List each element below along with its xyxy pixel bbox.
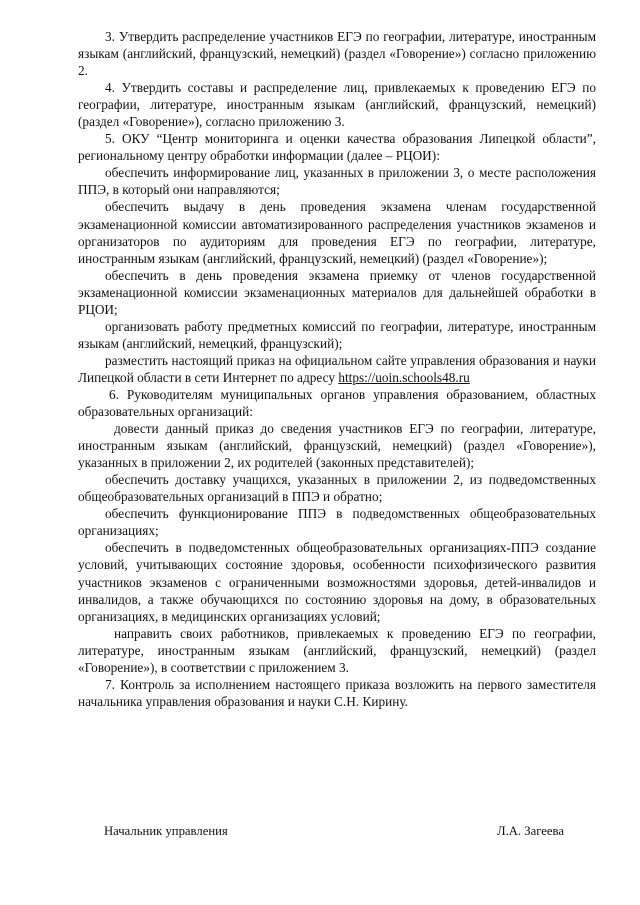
paragraph-sub-distribution: обеспечить выдачу в день проведения экзамена членам государственной экзаменационной комиссии автоматизированного распределения участников экзаменов и организаторов по аудиториям для проведения ЕГЭ по географии, литературе, иностранным языкам (английский, французский, немецкий) (раздел «Говорение»); — [78, 199, 596, 266]
paragraph-sub-transport: обеспечить доставку учащихся, указанных в приложении 2, из подведомственных общеобразовательных организаций в ППЭ и обратно; — [78, 472, 596, 505]
paragraph-sub-commissions: организовать работу предметных комиссий по географии, литературе, иностранным языкам (английский, немецкий, французский); — [78, 318, 596, 351]
signatory-position: Начальник управления — [104, 824, 228, 838]
paragraph-sub-conditions: обеспечить в подведомстенных общеобразовательных организациях-ППЭ создание условий, учитывающих состояние здоровья, особенности психофизического развития участников экзаменов с ограниченными возможностями здоровья, детей-инвалидов и инвалидов, а также обучающихся по состоянию здоровья на дому, в образовательных организациях, в медицинских организациях условий; — [78, 540, 596, 624]
paragraph-item-6: 6. Руководителям муниципальных органов управления образованием, областных образовательных организаций: — [78, 386, 596, 420]
paragraph-sub-acceptance: обеспечить в день проведения экзамена приемку от членов государственной экзаменационной комиссии экзаменационных материалов для дальнейшей обработки в РЦОИ; — [78, 267, 596, 317]
document-body — [78, 28, 596, 710]
paragraph-sub-inform: обеспечить информирование лиц, указанных в приложении 3, о месте расположения ППЭ, в который они направляются; — [78, 165, 596, 198]
paragraph-item-7: 7. Контроль за исполнением настоящего приказа возложить на первого заместителя начальника управления образования и науки С.Н. Кирину. — [78, 676, 596, 709]
paragraph-sub-publish-text: разместить настоящий приказ на официальном сайте управления образования и науки Липецкой области в сети Интернет по адресу — [78, 352, 596, 385]
paragraph-sub-publish — [78, 352, 596, 386]
website-link[interactable]: https://uoin.schools48.ru — [338, 369, 470, 385]
paragraph-sub-staff: направить своих работников, привлекаемых к проведению ЕГЭ по географии, литературе, иностранным языкам (английский, французский, немецкий) (раздел «Говорение»), в соответствии с приложением 3. — [78, 625, 596, 675]
paragraph-item-3: 3. Утвердить распределение участников ЕГЭ по географии, литературе, иностранным языкам (английский, французский, немецкий) (раздел «Говорение») согласно приложению 2. — [78, 29, 596, 79]
paragraph-item-5: 5. ОКУ “Центр мониторинга и оценки качества образования Липецкой области”, региональному центру обработки информации (далее – РЦОИ): — [78, 131, 596, 164]
paragraph-item-4: 4. Утвердить составы и распределение лиц, привлекаемых к проведению ЕГЭ по географии, литературе, иностранным языкам (английский, французский, немецкий) (раздел «Говорение»), согласно приложению 3. — [78, 80, 596, 130]
paragraph-sub-inform-parents: довести данный приказ до сведения участников ЕГЭ по географии, литературе, иностранным языкам (английский, французский, немецкий) (раздел «Говорение»), указанных в приложении 2, их родителей (законных представителей); — [78, 421, 596, 471]
paragraph-sub-functioning: обеспечить функционирование ППЭ в подведомственных общеобразовательных организациях; — [78, 506, 596, 539]
signatory-name: Л.А. Загеева — [496, 824, 564, 838]
